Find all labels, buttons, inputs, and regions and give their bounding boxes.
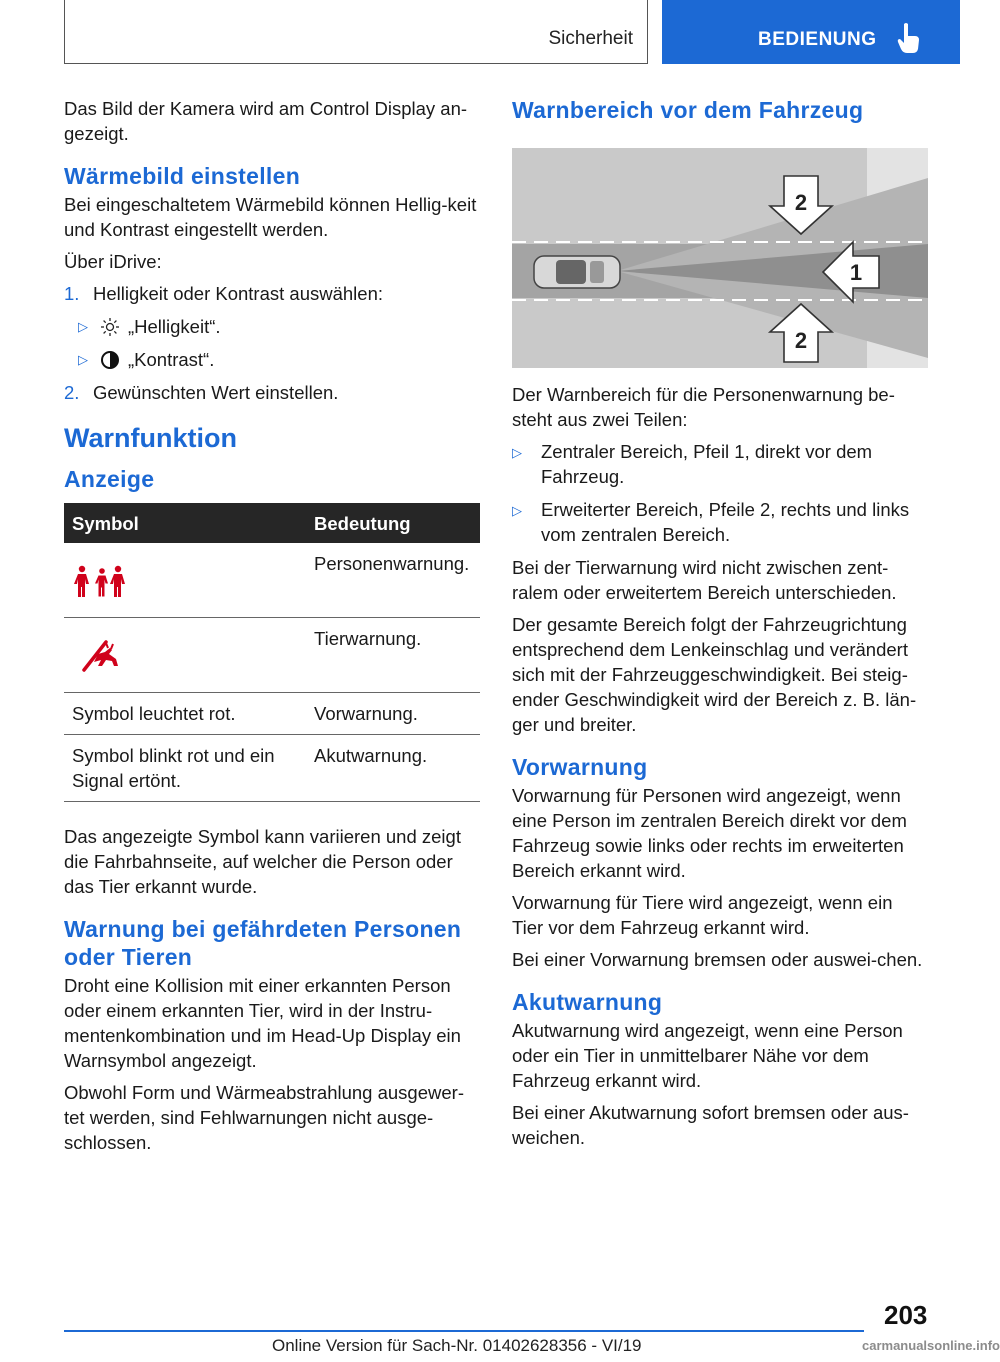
warning-area-heading: Warnbereich vor dem Fahrzeug xyxy=(512,97,864,123)
footer-divider xyxy=(64,1330,864,1332)
person-warning-icon xyxy=(72,565,128,599)
acute-warning-heading: Akutwarnung xyxy=(512,989,663,1015)
bullet-triangle-icon: ▷ xyxy=(512,445,522,460)
danger-warning-heading: Warnung bei gefährdeten Personen oder Tieren xyxy=(64,916,462,970)
pre-warning-text-2: Vorwarnung für Tiere wird angezeigt, wenn ein Tier vor dem Fahrzeug erkannt wird. xyxy=(512,892,893,938)
camera-intro-text: Das Bild der Kamera wird am Control Display an‐gezeigt. xyxy=(64,98,468,144)
warning-area-figure xyxy=(512,148,928,368)
sub-item-text: „Kontrast“. xyxy=(128,349,215,370)
sub-item-text: „Helligkeit“. xyxy=(128,316,221,337)
watermark: carmanualsonline.info xyxy=(862,1338,1000,1353)
steps-list xyxy=(64,281,482,405)
list-item xyxy=(512,497,928,547)
arrow-label-center: 1 xyxy=(849,260,863,285)
table-cell-symbol: Symbol leuchtet rot. xyxy=(64,693,306,735)
table-row xyxy=(64,618,480,693)
footer-text: Online Version für Sach-Nr. 01402628356 - VI/19 xyxy=(272,1336,642,1355)
idrive-label: Über iDrive: xyxy=(64,251,162,272)
area-intro-text: Der Warnbereich für die Personenwarnung be‐steht aus zwei Teilen: xyxy=(512,384,895,430)
table-cell-meaning: Akutwarnung. xyxy=(306,735,480,802)
symbol-table xyxy=(64,503,480,802)
warning-function-heading: Warnfunktion xyxy=(64,423,237,453)
animal-warning-area-text: Bei der Tierwarnung wird nicht zwischen zent‐ralem oder erweitertem Bereich unterschieden. xyxy=(512,557,897,603)
table-cell-meaning: Personenwarnung. xyxy=(306,543,480,618)
pre-warning-heading: Vorwarnung xyxy=(512,754,648,780)
heat-image-text: Bei eingeschaltetem Wärmebild können Hellig‐keit und Kontrast eingestellt werden. xyxy=(64,194,477,240)
table-cell-meaning: Tierwarnung. xyxy=(306,618,480,693)
header-chapter-tab xyxy=(662,0,960,64)
table-header-meaning: Bedeutung xyxy=(306,503,480,543)
table-cell-symbol: Symbol blinkt rot und ein Signal ertönt. xyxy=(64,735,306,802)
table-cell-meaning: Vorwarnung. xyxy=(306,693,480,735)
header-section-box xyxy=(64,0,648,64)
step-item xyxy=(64,281,482,306)
arrow-label-bottom: 2 xyxy=(794,328,808,353)
table-header-symbol: Symbol xyxy=(64,503,306,543)
sub-item-contrast xyxy=(78,347,482,372)
pointing-hand-icon xyxy=(895,22,921,54)
pre-warning-text-1: Vorwarnung für Personen wird angezeigt, wenn eine Person im zentralen Bereich direkt vor dem Fahrzeug sowie links oder rechts im erweiterten Bereich erkannt wird. xyxy=(512,785,907,881)
page-number: 203 xyxy=(884,1300,928,1330)
step-item xyxy=(64,380,482,405)
step-number: 2. xyxy=(64,382,80,403)
header-chapter-title: BEDIENUNG xyxy=(758,29,877,50)
contrast-icon xyxy=(100,350,120,370)
acute-warning-text-1: Akutwarnung wird angezeigt, wenn eine Person oder ein Tier in unmittelbarer Nähe vor dem Fahrzeug erkannt wird. xyxy=(512,1020,903,1091)
display-heading: Anzeige xyxy=(64,466,155,492)
bullet-triangle-icon: ▷ xyxy=(78,319,88,334)
bullet-triangle-icon: ▷ xyxy=(512,503,522,518)
danger-text-2: Obwohl Form und Wärmeabstrahlung ausgewer‐tet werden, sind Fehlwarnungen nicht ausge‐schlossen. xyxy=(64,1082,464,1153)
table-row xyxy=(64,543,480,618)
table-row xyxy=(64,735,480,802)
list-item-text: Zentraler Bereich, Pfeil 1, direkt vor dem Fahrzeug. xyxy=(541,441,873,487)
sub-item-brightness xyxy=(78,314,482,339)
pre-warning-text-3: Bei einer Vorwarnung bremsen oder auswei‐chen. xyxy=(512,949,923,970)
brightness-icon xyxy=(100,317,120,337)
area-follow-text: Der gesamte Bereich folgt der Fahrzeugrichtung entsprechend dem Lenkeinschlag und verändert sich mit der Fahrzeuggeschwindigkeit. Bei steig‐ender Geschwindigkeit wird der Bereich z. B. län‐ger und breiter. xyxy=(512,614,917,735)
left-column xyxy=(64,96,482,1162)
list-item xyxy=(512,439,928,489)
header-section-title: Sicherheit xyxy=(548,28,633,49)
table-row xyxy=(64,693,480,735)
heat-image-heading: Wärmebild einstellen xyxy=(64,163,301,189)
car-icon xyxy=(534,256,620,288)
animal-warning-icon xyxy=(72,640,128,674)
danger-text-1: Droht eine Kollision mit einer erkannten Person oder einem erkannten Tier, wird in der Instru‐mentenkombination und im Head-Up Display ein Warnsymbol angezeigt. xyxy=(64,975,461,1071)
bullet-triangle-icon: ▷ xyxy=(78,352,88,367)
arrow-label-top: 2 xyxy=(794,190,808,215)
symbol-variation-text: Das angezeigte Symbol kann variieren und zeigt die Fahrbahnseite, auf welcher die Person oder das Tier erkannt wurde. xyxy=(64,826,461,897)
table-cell-symbol xyxy=(64,543,306,618)
list-item-text: Erweiterter Bereich, Pfeile 2, rechts und links vom zentralen Bereich. xyxy=(541,499,910,545)
table-cell-symbol xyxy=(64,618,306,693)
right-column xyxy=(512,96,928,1157)
step-text: Helligkeit oder Kontrast auswählen: xyxy=(93,283,383,304)
step-text: Gewünschten Wert einstellen. xyxy=(93,382,339,403)
acute-warning-text-2: Bei einer Akutwarnung sofort bremsen oder aus‐weichen. xyxy=(512,1102,909,1148)
step-number: 1. xyxy=(64,283,80,304)
